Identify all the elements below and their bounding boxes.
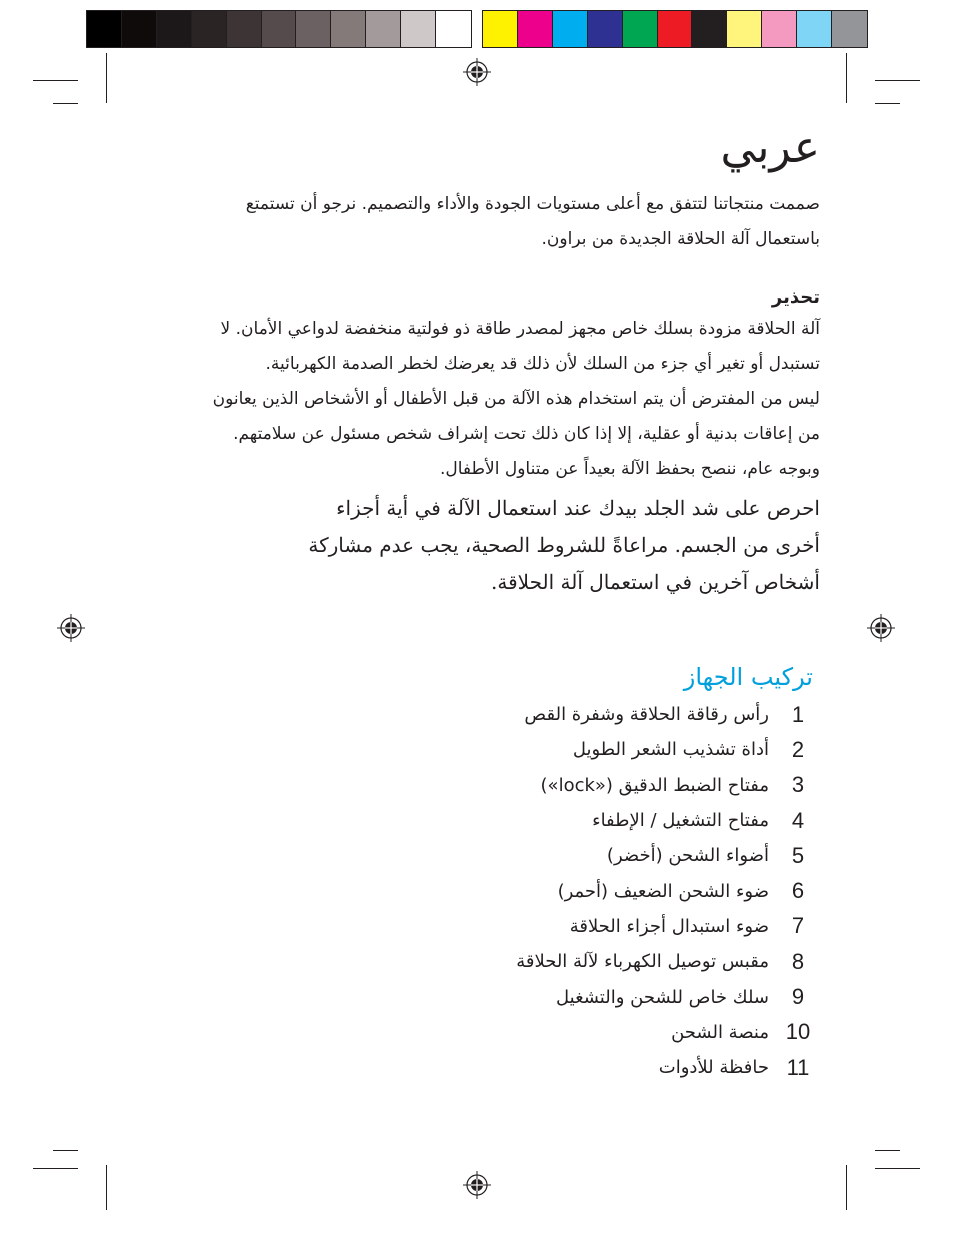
warning-line: وبوجه عام، ننصح بحفظ الآلة بعيداً عن متناول الأطفال. bbox=[439, 459, 820, 479]
cmyk-swatch bbox=[797, 11, 832, 47]
list-item bbox=[333, 1050, 813, 1085]
cmyk-swatch bbox=[553, 11, 588, 47]
registration-mark-icon bbox=[462, 57, 492, 87]
part-label: ضوء الشحن الضعيف (أحمر) bbox=[557, 880, 769, 902]
registration-mark-icon bbox=[462, 1170, 492, 1200]
cmyk-swatch bbox=[832, 11, 867, 47]
warning-line: من إعاقات بدنية أو عقلية، إلا إذا كان ذلك تحت إشراف شخص مسئول عن سلامتهم. bbox=[233, 424, 820, 444]
list-item bbox=[333, 768, 813, 803]
part-label: ضوء استبدال أجزاء الحلاقة bbox=[569, 915, 769, 937]
skin-care-paragraph bbox=[130, 490, 820, 601]
cmyk-swatch bbox=[692, 11, 727, 47]
part-label: مقبس توصيل الكهرباء لآلة الحلاقة bbox=[516, 951, 769, 973]
part-number: 4 bbox=[791, 807, 805, 833]
cmyk-swatch bbox=[518, 11, 553, 47]
warning-heading: تحذير bbox=[771, 287, 820, 308]
list-item bbox=[333, 944, 813, 979]
part-number: 3 bbox=[791, 772, 805, 798]
part-label: أداة تشذيب الشعر الطويل bbox=[572, 739, 769, 761]
gray-swatch bbox=[436, 11, 471, 47]
grayscale-color-bar bbox=[86, 10, 472, 48]
skin-care-line: احرص على شد الجلد بيدك عند استعمال الآلة في أية أجزاء bbox=[336, 496, 820, 520]
assembly-heading: تركيب الجهاز bbox=[683, 663, 813, 691]
warning-line: آلة الحلاقة مزودة بسلك خاص مجهز لمصدر طاقة ذو فولتية منخفضة لدواعي الأمان. لا bbox=[220, 319, 820, 339]
part-label: مفتاح التشغيل / الإطفاء bbox=[592, 810, 769, 832]
crop-mark bbox=[846, 53, 847, 103]
intro-line: باستعمال آلة الحلاقة الجديدة من براون. bbox=[541, 229, 820, 249]
list-item bbox=[333, 873, 813, 908]
part-label: رأس رقاقة الحلاقة وشفرة القص bbox=[524, 704, 769, 726]
crop-mark bbox=[846, 1165, 847, 1210]
part-label: حافظة للأدوات bbox=[658, 1057, 769, 1079]
part-label: مفتاح الضبط الدقيق («lock») bbox=[540, 774, 769, 796]
warning-line: ليس من المفترض أن يتم استخدام هذه الآلة من قبل الأطفال أو الأشخاص الذين يعانون bbox=[212, 389, 820, 409]
crop-mark bbox=[33, 80, 78, 81]
list-item bbox=[333, 909, 813, 944]
crop-mark bbox=[106, 53, 107, 103]
crop-mark bbox=[106, 1165, 107, 1210]
crop-mark bbox=[33, 1168, 78, 1169]
skin-care-line: أشخاص آخرين في استعمال آلة الحلاقة. bbox=[491, 570, 820, 594]
list-item bbox=[333, 979, 813, 1014]
part-number: 9 bbox=[791, 984, 805, 1010]
crop-mark bbox=[875, 80, 920, 81]
list-item bbox=[333, 1015, 813, 1050]
part-number: 10 bbox=[785, 1019, 811, 1045]
list-item bbox=[333, 732, 813, 767]
cmyk-swatch bbox=[658, 11, 693, 47]
registration-mark-icon bbox=[56, 613, 86, 643]
part-number: 1 bbox=[791, 701, 805, 727]
gray-swatch bbox=[122, 11, 157, 47]
skin-care-line: أخرى من الجسم. مراعاةً للشروط الصحية، يجب عدم مشاركة bbox=[308, 533, 820, 557]
part-label: أضواء الشحن (أخضر) bbox=[606, 845, 769, 867]
warning-line: تستبدل أو تغير أي جزء من السلك لأن ذلك قد يعرضك لخطر الصدمة الكهربائية. bbox=[265, 354, 820, 374]
gray-swatch bbox=[262, 11, 297, 47]
registration-mark-icon bbox=[866, 613, 896, 643]
cmyk-swatch bbox=[727, 11, 762, 47]
warning-paragraph bbox=[130, 312, 820, 487]
gray-swatch bbox=[296, 11, 331, 47]
crop-mark bbox=[53, 103, 78, 104]
gray-swatch bbox=[366, 11, 401, 47]
gray-swatch bbox=[192, 11, 227, 47]
language-title: عربي bbox=[720, 122, 820, 173]
part-label: منصة الشحن bbox=[671, 1021, 769, 1043]
parts-list bbox=[333, 697, 813, 1085]
gray-swatch bbox=[87, 11, 122, 47]
list-item bbox=[333, 803, 813, 838]
crop-mark bbox=[875, 1150, 900, 1151]
crop-mark bbox=[875, 1168, 920, 1169]
gray-swatch bbox=[331, 11, 366, 47]
intro-paragraph bbox=[130, 187, 820, 257]
list-item bbox=[333, 838, 813, 873]
gray-swatch bbox=[227, 11, 262, 47]
cmyk-swatch bbox=[483, 11, 518, 47]
gray-swatch bbox=[157, 11, 192, 47]
crop-mark bbox=[875, 103, 900, 104]
cmyk-swatch bbox=[762, 11, 797, 47]
part-number: 7 bbox=[791, 913, 805, 939]
cmyk-swatch bbox=[623, 11, 658, 47]
cmyk-color-bar bbox=[482, 10, 868, 48]
part-number: 2 bbox=[791, 736, 805, 762]
cmyk-swatch bbox=[588, 11, 623, 47]
part-number: 11 bbox=[786, 1054, 810, 1080]
list-item bbox=[333, 697, 813, 732]
crop-mark bbox=[53, 1150, 78, 1151]
part-number: 8 bbox=[791, 948, 805, 974]
gray-swatch bbox=[401, 11, 436, 47]
part-number: 6 bbox=[791, 878, 805, 904]
intro-line: صممت منتجاتنا لتتفق مع أعلى مستويات الجودة والأداء والتصميم. نرجو أن تستمتع bbox=[245, 194, 820, 214]
part-label: سلك خاص للشحن والتشغيل bbox=[556, 986, 769, 1008]
part-number: 5 bbox=[791, 842, 805, 868]
